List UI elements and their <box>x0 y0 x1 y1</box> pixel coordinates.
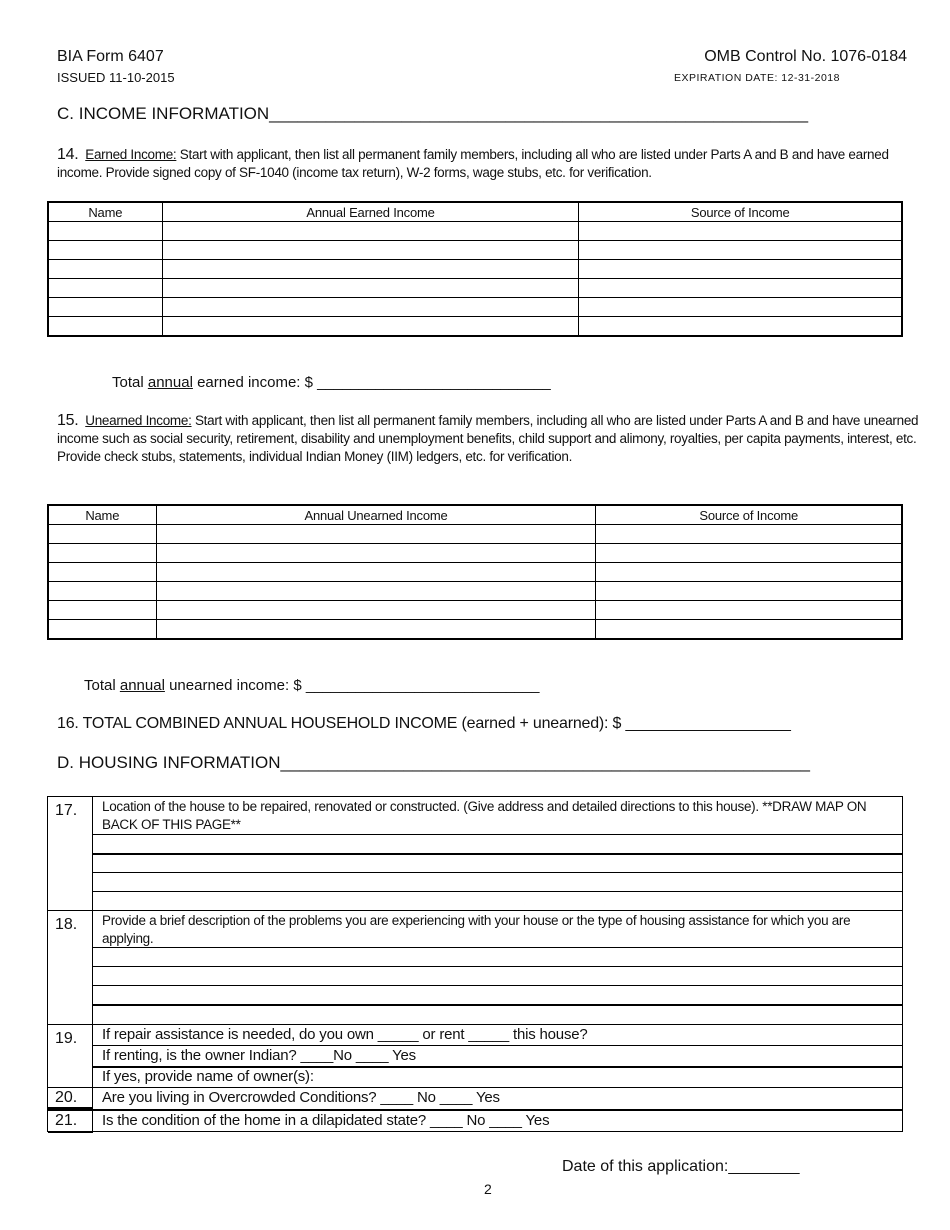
q17-line[interactable] <box>93 891 902 892</box>
issued-date: ISSUED 11-10-2015 <box>57 70 175 85</box>
col-source: Source of Income <box>579 202 902 222</box>
divider <box>93 1045 902 1046</box>
q18-line[interactable] <box>93 947 902 948</box>
table-row <box>48 563 902 582</box>
q19-own-rent[interactable]: If repair assistance is needed, do you own _____ or rent _____ this house? <box>102 1026 588 1043</box>
col-annual-earned: Annual Earned Income <box>162 202 579 222</box>
form-number: BIA Form 6407 <box>57 48 164 65</box>
col-name: Name <box>48 202 162 222</box>
q15-text: 15. Unearned Income: Start with applicant, then list all permanent family members, including all who are listed under Parts A and B and have unearned income such as social security, retirement, disability and unemployment benefits, child support and alimony, royalties, per capita payments, interest, etc. Provide check stubs, statements, individual Indian Money (IIM) ledgers, etc. for verification. <box>57 412 919 464</box>
q17-text: Location of the house to be repaired, renovated or constructed. (Give address and detailed directions to this house). **DRAW MAP ON BACK OF THIS PAGE** <box>102 799 867 832</box>
section-c-title: C. INCOME INFORMATION_________________________________________________________ <box>57 104 809 123</box>
divider <box>93 910 902 911</box>
divider <box>93 1024 902 1025</box>
q19-owner-name[interactable]: If yes, provide name of owner(s): <box>102 1068 314 1085</box>
table-row <box>48 279 902 298</box>
q17-line[interactable] <box>93 872 902 873</box>
table-row <box>48 601 902 620</box>
unearned-income-table <box>47 504 903 640</box>
q14-text: 14. Earned Income: Start with applicant, then list all permanent family members, including all who are listed under Parts A and B and have earned income. Provide signed copy of SF-1040 (income tax return), W-2 forms, wage stubs, etc. for verification. <box>57 146 889 180</box>
application-date[interactable]: Date of this application:________ <box>562 1158 800 1175</box>
table-row <box>48 260 902 279</box>
table-row <box>48 241 902 260</box>
housing-box <box>47 796 903 1132</box>
expiration-date: EXPIRATION DATE: 12-31-2018 <box>673 72 840 84</box>
q18-line[interactable] <box>93 966 902 967</box>
q20-overcrowded[interactable]: Are you living in Overcrowded Conditions? ____ No ____ Yes <box>102 1089 500 1106</box>
q18-line[interactable] <box>93 985 902 986</box>
table-row <box>48 222 902 241</box>
q17-number: 17. <box>48 797 93 911</box>
table-row <box>48 317 902 337</box>
q16-total-household-income[interactable]: 16. TOTAL COMBINED ANNUAL HOUSEHOLD INCOME (earned + unearned): $ ___________________ <box>57 715 791 732</box>
table-row <box>48 544 902 563</box>
table-row <box>48 620 902 640</box>
earned-income-table <box>47 201 903 337</box>
col-source: Source of Income <box>596 505 902 525</box>
table-row <box>48 298 902 317</box>
q17-line[interactable] <box>93 853 902 855</box>
col-annual-unearned: Annual Unearned Income <box>156 505 596 525</box>
q17-line[interactable] <box>93 834 902 835</box>
q18-number: 18. <box>48 911 93 1025</box>
q21-dilapidated[interactable]: Is the condition of the home in a dilapidated state? ____ No ____ Yes <box>102 1112 550 1129</box>
table-row <box>48 525 902 544</box>
q20-number: 20. <box>48 1088 93 1109</box>
omb-control: OMB Control No. 1076-0184 <box>704 48 907 65</box>
q18-text: Provide a brief description of the problems you are experiencing with your house or the type of housing assistance for which you are applying. <box>102 913 851 946</box>
page-number: 2 <box>484 1181 492 1197</box>
table-row <box>48 582 902 601</box>
q19-owner-indian[interactable]: If renting, is the owner Indian? ____No ____ Yes <box>102 1047 416 1064</box>
total-earned-income[interactable]: Total annual earned income: $ ____________________________ <box>112 374 551 391</box>
q19-number: 19. <box>48 1025 93 1088</box>
section-d-title: D. HOUSING INFORMATION________________________________________________________ <box>57 753 810 772</box>
q18-line[interactable] <box>93 1004 902 1006</box>
divider <box>48 1109 902 1111</box>
divider <box>93 1087 902 1088</box>
q21-number: 21. <box>48 1110 93 1133</box>
total-unearned-income[interactable]: Total annual unearned income: $ ____________________________ <box>84 677 540 694</box>
col-name: Name <box>48 505 156 525</box>
